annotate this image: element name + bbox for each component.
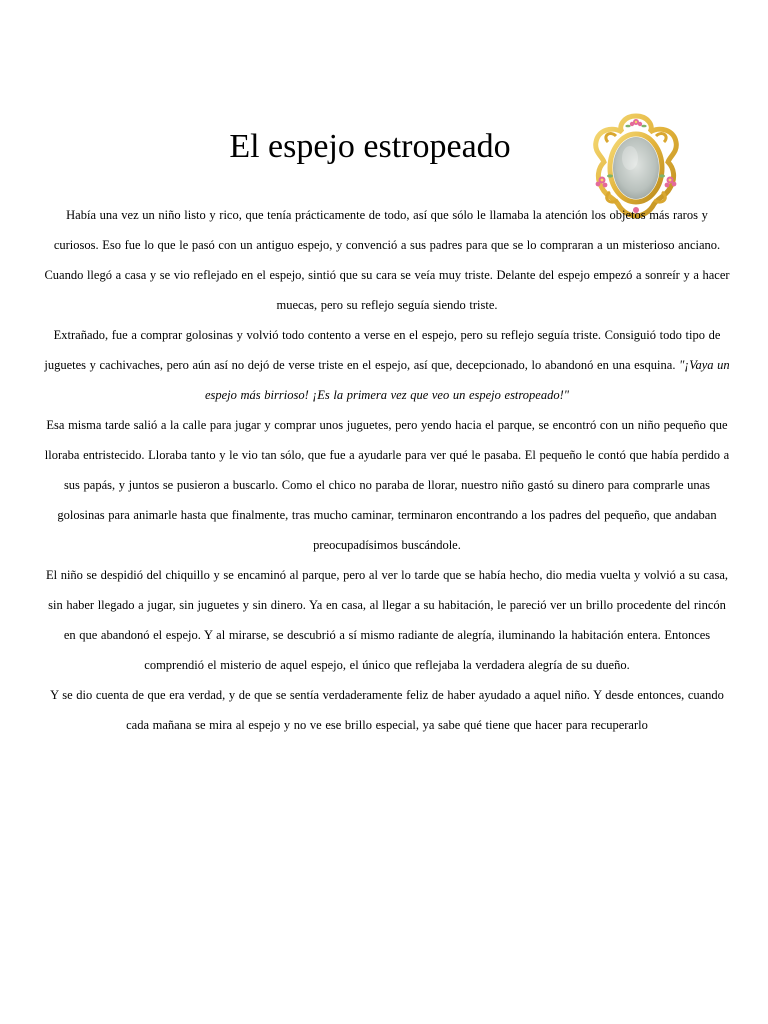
paragraph-2-text: Extrañado, fue a comprar golosinas y volvió todo contento a verse en el espejo, pero su reflejo seguía triste. Consiguió todo tipo de juguetes y cachivaches, pero aún así no dejó de verse triste en el espejo, así que, decepcionado, lo abandonó en una esquina. xyxy=(44,328,721,372)
paragraph-4-text: El niño se despidió del chiquillo y se encaminó al parque, pero al ver lo tarde que se había hecho, dio media vuelta y volvió a su casa, sin haber llegado a jugar, sin juguetes y sin dinero. Ya en casa, al llegar a su habitación, le pareció ver un brillo procedente del rincón en que abandonó el espejo. Y al mirarse, se descubrió a sí mismo radiante de alegría, iluminando la habitación entera. Entonces comprendió el misterio de aquel espejo, el único que reflejaba la verdadera alegría de su dueño. xyxy=(45,568,729,672)
paragraph-1-text: Había una vez un niño listo y rico, que tenía prácticamente de todo, así que sólo le llamaba la atención los objetos más raros y curiosos. Eso fue lo que le pasó con un antiguo espejo, y convenció a sus padres para que se lo compraran a un misterioso anciano. Cuando llegó a casa y se vio reflejado en el espejo, sintió que su cara se veía muy triste. Delante del espejo empezó a sonreír y a hacer muecas, pero su reflejo seguía siendo triste. xyxy=(44,208,730,312)
paragraph-2-quote: "¡Vaya un espejo más birrioso! ¡Es la primera vez que veo un espejo estropeado!" xyxy=(204,358,730,402)
paragraph-1 xyxy=(42,200,732,320)
paragraph-3 xyxy=(42,410,732,560)
paragraph-5 xyxy=(42,680,732,740)
paragraph-4 xyxy=(42,560,732,680)
paragraph-3-text: Esa misma tarde salió a la calle para jugar y comprar unos juguetes, pero yendo hacia el parque, se encontró con un niño pequeño que lloraba entristecido. Lloraba tanto y le vio tan sólo, que fue a ayudarle para ver qué le pasaba. El pequeño le contó que había perdido a sus papás, y juntos se pusieron a buscarlo. Como el chico no paraba de llorar, nuestro niño gastó su dinero para comprarle unas golosinas para animarle hasta que finalmente, tras mucho caminar, terminaron encontrando a los padres del pequeño, que andaban preocupadísimos buscándole. xyxy=(44,418,730,552)
page-title: El espejo estropeado xyxy=(229,128,511,165)
paragraph-2 xyxy=(42,320,732,410)
paragraph-5-text: Y se dio cuenta de que era verdad, y de que se sentía verdaderamente feliz de haber ayudado a aquel niño. Y desde entonces, cuando cada mañana se mira al espejo y no ve ese brillo especial, ya sabe qué tiene que hacer para recuperarlo xyxy=(50,688,724,732)
story-body xyxy=(42,200,732,740)
